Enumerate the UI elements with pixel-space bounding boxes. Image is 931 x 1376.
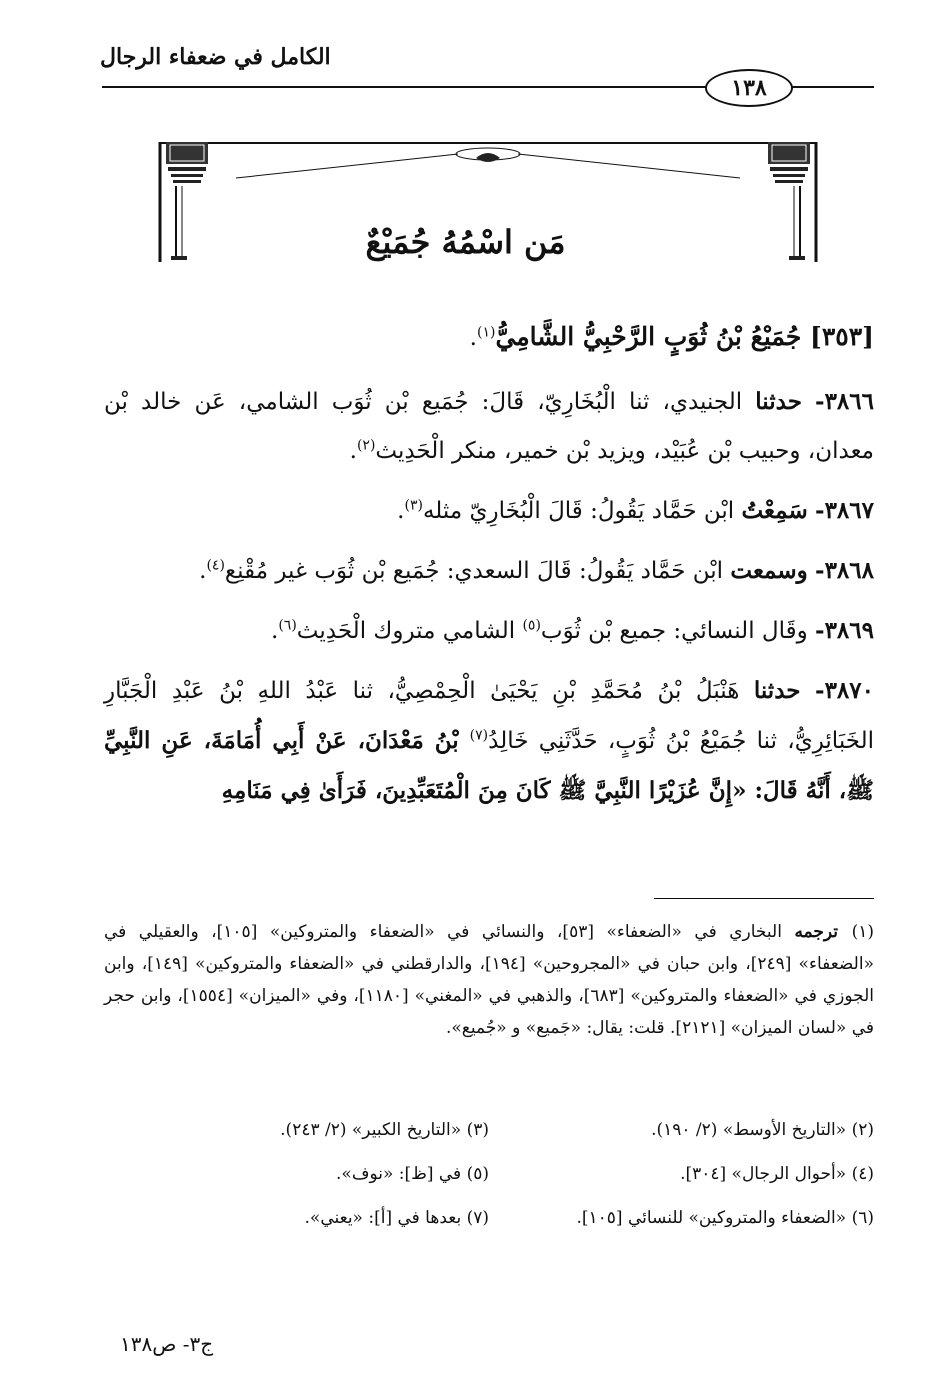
footnote-ref: (٣) (404, 497, 423, 514)
paragraph-keyword: وسمعت (730, 557, 808, 584)
paragraph-text-cont: الشامي متروك الْحَدِيث (296, 618, 523, 644)
paragraph-text-cont: بْنُ مَعْدَانَ، عَنْ أَبِي أُمَامَةَ، عَنِ النَّبِيِّ ﷺ، أَنَّهُ قَالَ: «إِنَّ عُزَيْرًا النَّبِيَّ ﷺ كَانَ مِنَ الْمُتَعَبِّدِينَ، فَرَأَىٰ فِي مَنَامِهِ (104, 727, 874, 804)
footnote-3: (٣) «التاريخ الكبير» (٢/ ٢٤٣). (280, 1120, 489, 1140)
paragraph-text: ابْن حَمَّاد يَقُولُ: قَالَ الْبُخَارِيّ مثله (422, 498, 742, 524)
paragraph-keyword: حدثنا (753, 677, 801, 704)
footnote-ref: (٦) (278, 617, 297, 634)
paragraph-text: ابْن حَمَّاد يَقُولُ: قَالَ السعدي: جُمَيع بْن ثُوَب غير مُقْنِع (224, 558, 731, 584)
footnote-1 (104, 916, 874, 1044)
footnote-4: (٤) «أحوال الرجال» [٣٠٤]. (680, 1164, 874, 1184)
footnote-ref: (٥) (522, 617, 541, 634)
footnote-6: (٦) «الضعفاء والمتروكين» للنسائي [١٠٥]. (576, 1208, 874, 1228)
footnote-ref: (٤) (206, 557, 225, 574)
footnote-text: البخاري في «الضعفاء» [٥٣]، والنسائي في «الضعفاء والمتروكين» [١٠٥]، والعقيلي في «الضعفاء» [٢٤٩]، وابن حبان في «المجروحين» [١٩٤]، والدارقطني في «الضعفاء والمتروكين» [١٤٩]، وابن الجوزي في «الضعفاء والمتروكين» [٦٨٣]، والذهبي في «المغني» [١١٨٠]، وفي «الميزان» [١٥٥٤]، وابن حجر في «لسان الميزان» [٢١٢١]. قلت: يقال: «جَميع» و «جُميع». (104, 922, 875, 1038)
paragraph-text-end: . (271, 618, 279, 644)
hadith-paragraph (104, 486, 874, 536)
entry-heading-ref: (١) (476, 324, 496, 341)
hadith-paragraph (104, 606, 874, 656)
chapter-title: مَن اسْمُهُ جُمَيْعٌ (365, 223, 566, 261)
footnotes (104, 916, 874, 1044)
paragraph-number: ٣٨٦٨- (815, 557, 874, 584)
footnote-separator (654, 898, 874, 899)
volume-page-reference: ج٣- ص١٣٨ (120, 1332, 214, 1356)
running-title: الكامل في ضعفاء الرجال (100, 44, 331, 70)
footnote-5: (٥) في [ظ]: «نوف». (336, 1164, 489, 1184)
paragraph-number: ٣٨٧٠- (815, 677, 874, 704)
page-number: ١٣٨ (705, 69, 793, 107)
hadith-paragraph (104, 666, 874, 816)
paragraph-number: ٣٨٦٦- (815, 388, 874, 415)
paragraph-keyword: حدثنا (755, 388, 802, 415)
paragraph-keyword: سَمِعْتُ (741, 497, 808, 524)
entry-heading-end: . (469, 325, 477, 351)
footnote-7: (٧) بعدها في [أ]: «يعني». (304, 1208, 489, 1228)
footnote-number: (١) (851, 922, 874, 942)
paragraph-text-cont: . (397, 498, 405, 524)
paragraph-number: ٣٨٦٩- (815, 617, 874, 644)
paragraph-text: وقَال النسائي: جميع بْن ثُوَب (540, 618, 816, 644)
footnote-2: (٢) «التاريخ الأوسط» (٢/ ١٩٠). (651, 1120, 874, 1140)
paragraph-text-cont: . (349, 438, 357, 464)
footnote-ref: (٢) (356, 437, 376, 454)
hadith-paragraph (104, 546, 874, 596)
paragraph-text-cont: . (199, 558, 207, 584)
paragraph-number: ٣٨٦٧- (815, 497, 874, 524)
paragraph-text: هَنْبَلُ بْنُ مُحَمَّدِ بْنِ يَحْيَىٰ الْحِمْصِيُّ، ثنا عَبْدُ اللهِ بْنُ عَبْدِ الْجَبَّارِ الخَبَائِرِيُّ، ثنا جُمَيْعُ بْنُ ثُوَبٍ، حَدَّثَنِي خَالِدُ (104, 678, 875, 754)
hadith-paragraph (104, 377, 874, 476)
main-text (104, 312, 874, 826)
paragraph-text: الجنيدي، ثنا الْبُخَارِيّ، قَالَ: جُمَيع بْن ثُوَب الشامي، عَن خالد بْن معدان، وحبيب بْن عُبَيْد، ويزيد بْن خمير، منكر الْحَدِيث (104, 389, 874, 464)
footnote-ref: (٧) (469, 727, 489, 744)
entry-heading-text: [٣٥٣] جُمَيْعُ بْنُ ثُوَبٍ الرَّحْبِيُّ الشَّامِيُّ (495, 322, 874, 351)
entry-heading (104, 312, 874, 363)
footnote-keyword: ترجمه (794, 922, 838, 942)
